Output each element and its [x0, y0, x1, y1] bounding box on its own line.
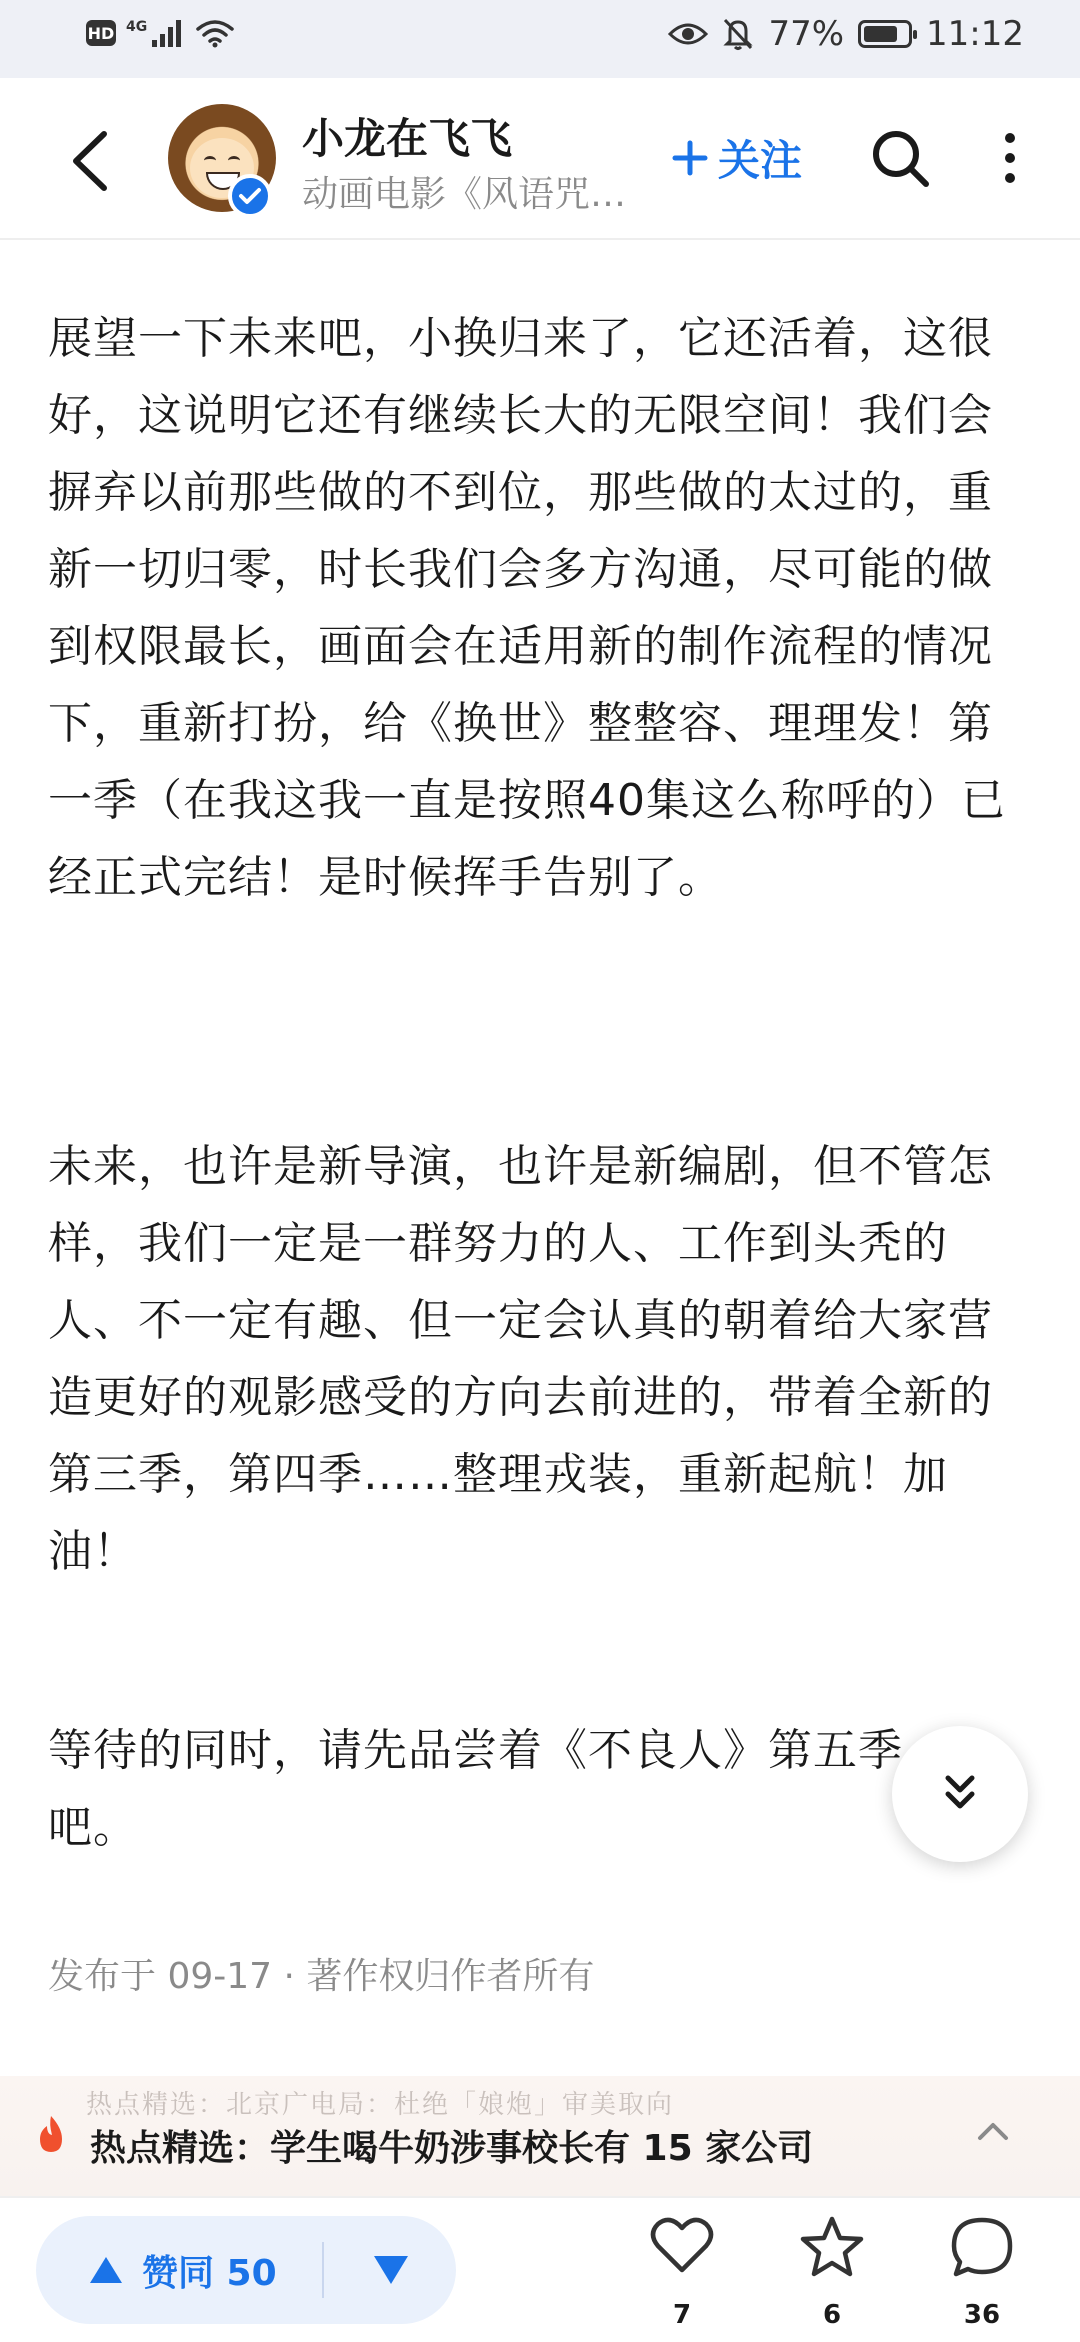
favorite-count: 6 — [822, 2300, 842, 2330]
wifi-icon — [195, 18, 235, 48]
vote-divider — [322, 2242, 324, 2298]
avatar-eye — [228, 156, 240, 165]
like-count: 7 — [672, 2300, 692, 2330]
bottom-action-bar — [0, 2196, 1080, 2342]
hot-topic-text[interactable]: 热点精选：学生喝牛奶涉事校长有 15 家公司 — [90, 2128, 814, 2169]
article-paragraph: 等待的同时，请先品尝着《不良人》第五季吧。 — [48, 1725, 903, 1853]
clock: 11:12 — [926, 14, 1024, 54]
search-icon[interactable] — [868, 126, 932, 190]
author-description: 动画电影《风语咒… — [302, 174, 627, 215]
battery-percent: 77% — [768, 14, 845, 54]
follow-button[interactable] — [672, 126, 802, 190]
author-name[interactable]: 小龙在飞飞 — [302, 114, 513, 163]
battery-icon — [858, 20, 912, 48]
article-paragraph: 未来，也许是新导演，也许是新编剧，但不管怎样，我们一定是一群努力的人、工作到头秃的人、不一定有趣、但一定会认真的朝着给大家营造更好的观影感受的方向去前进的，带着全新的第三季，第四季……整理戎装，重新起航！加油！ — [48, 1141, 993, 1577]
status-left — [86, 18, 235, 48]
follow-label: 关注 — [718, 136, 803, 185]
heart-icon — [650, 2216, 714, 2276]
eye-icon — [668, 20, 708, 48]
chevron-up-icon[interactable] — [972, 2116, 1014, 2146]
hot-topic-previous: 热点精选：北京广电局：杜绝「娘炮」审美取向 — [86, 2090, 675, 2120]
more-vertical-icon[interactable] — [990, 126, 1030, 190]
comment-bubble-icon — [950, 2216, 1014, 2278]
network-type-label: 4G — [126, 19, 148, 35]
triangle-down-icon[interactable] — [366, 2246, 416, 2294]
hot-topic-bar[interactable] — [0, 2076, 1080, 2196]
triangle-up-icon — [88, 2254, 124, 2286]
status-right — [668, 14, 1024, 54]
battery-level — [864, 26, 897, 42]
publish-info: 发布于 09-17 · 著作权归作者所有 — [48, 1956, 595, 1997]
signal-icon — [151, 18, 185, 48]
like-button[interactable] — [632, 2216, 732, 2336]
plus-icon — [672, 140, 708, 176]
flame-icon — [36, 2114, 66, 2154]
star-icon — [800, 2216, 864, 2278]
mute-bell-icon — [722, 17, 754, 51]
vote-pill — [36, 2216, 456, 2324]
status-bar — [0, 0, 1080, 78]
upvote-button[interactable] — [88, 2216, 277, 2324]
hd-badge: HD — [86, 20, 116, 46]
upvote-label: 赞同 50 — [142, 2252, 277, 2294]
article-header — [0, 78, 1080, 240]
verified-badge-icon — [228, 174, 272, 218]
back-arrow-icon[interactable] — [60, 126, 120, 196]
scroll-down-button[interactable] — [892, 1726, 1028, 1862]
comment-count: 36 — [963, 2300, 1001, 2330]
favorite-button[interactable] — [782, 2216, 882, 2336]
comment-button[interactable] — [932, 2216, 1032, 2336]
avatar-eye — [204, 156, 216, 165]
double-chevron-down-icon — [940, 1772, 980, 1816]
article-paragraph: 展望一下未来吧，小换归来了，它还活着，这很好，这说明它还有继续长大的无限空间！我们会摒弃以前那些做的不到位，那些做的太过的，重新一切归零，时长我们会多方沟通，尽可能的做到权限最长，画面会在适用新的制作流程的情况下，重新打扮，给《换世》整整容、理理发！第一季（在我这我一直是按照40集这么称呼的）已经正式完结！是时候挥手告别了。 — [48, 313, 1006, 903]
